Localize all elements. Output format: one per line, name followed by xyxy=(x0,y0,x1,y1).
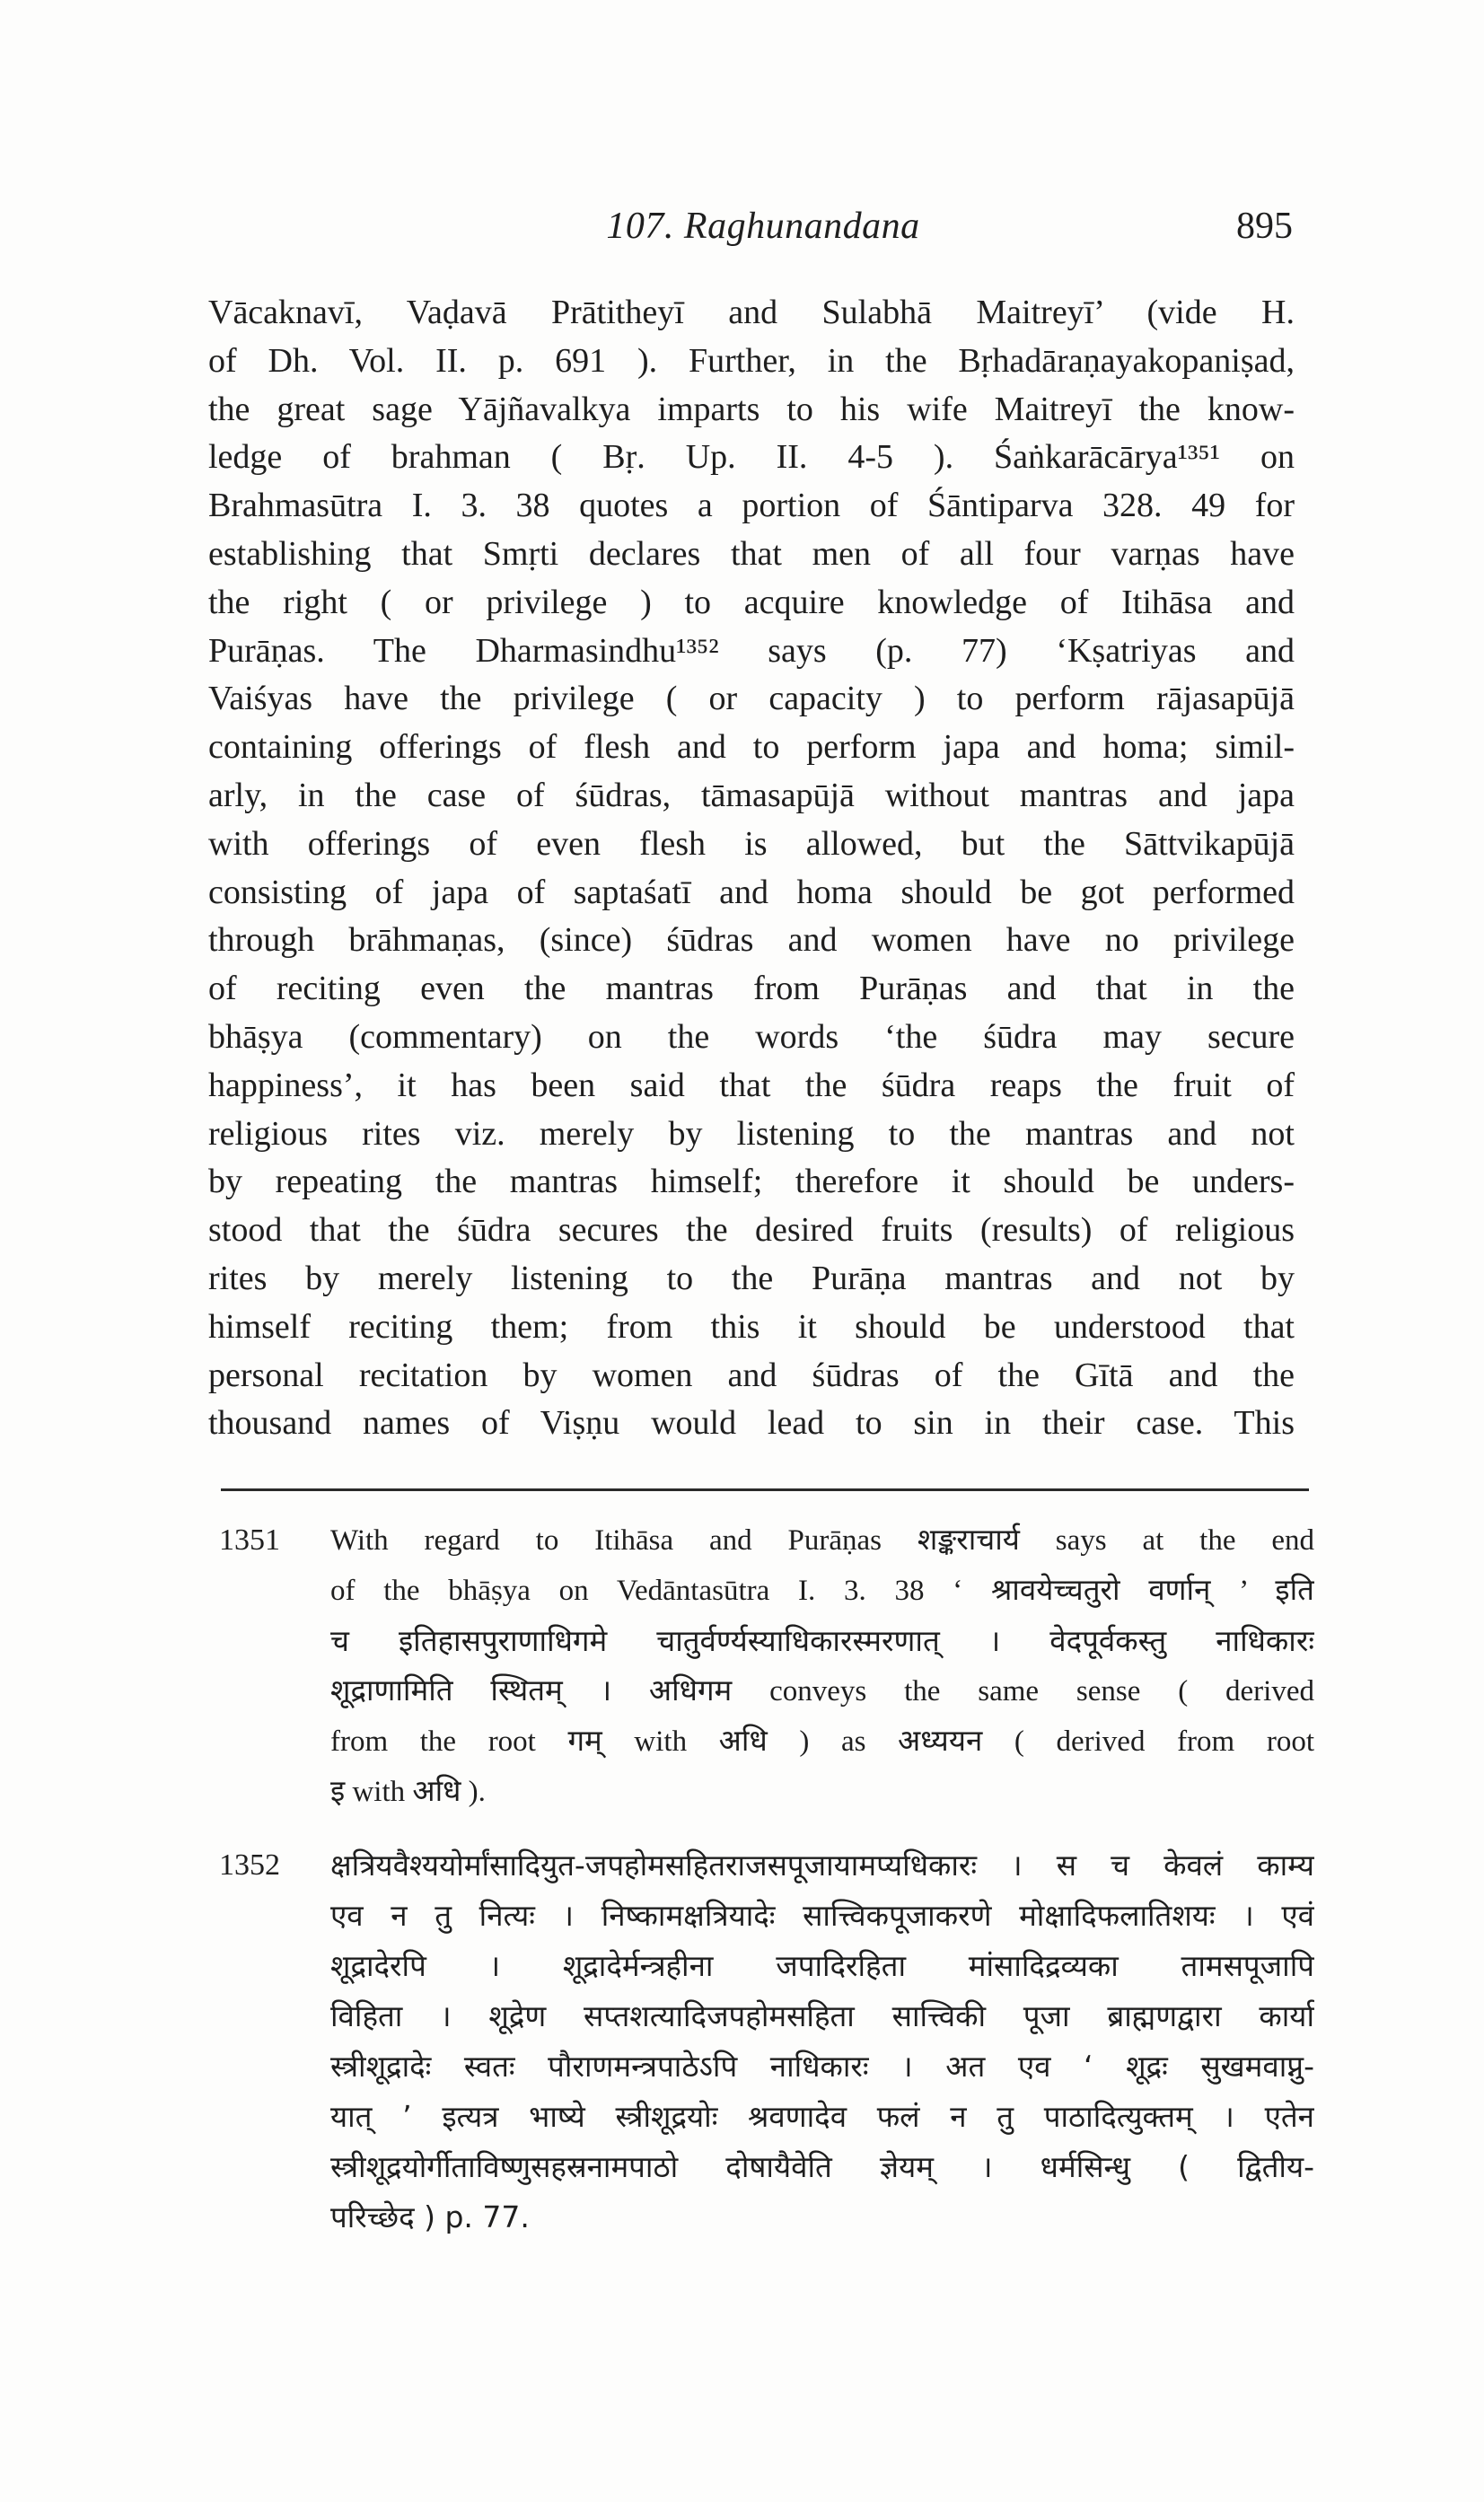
page-number: 895 xyxy=(1236,206,1293,247)
text-line: arly, in the case of śūdras, tāmasapūjā without mantras and japa xyxy=(208,776,1295,814)
footnote-body xyxy=(330,1515,1314,1817)
running-title: 107. Raghunandana xyxy=(606,206,920,247)
footnote-line: of the bhāṣya on Vedāntasūtra I. 3. 38 ‘ श्रावयेच्चतुरो वर्णान् ’ इति xyxy=(330,1575,1314,1607)
text-line: the right ( or privilege ) to acquire knowledge of Itihāsa and xyxy=(208,583,1295,621)
footnote-line: परिच्छेद ) p. 77. xyxy=(330,2199,530,2234)
footnote-line: शूद्रादेरपि । शूद्रादेर्मन्त्रहीना जपादिरहिता मांसादिद्रव्यका तामसपूजापि xyxy=(330,1948,1314,1983)
text-line: of Dh. Vol. II. p. 691 ). Further, in the Bṛhadāraṇayakopaniṣad, xyxy=(208,341,1295,380)
footnote-line: इ with अधि ). xyxy=(330,1776,486,1808)
footnote-line: स्त्रीशूद्रयोर्गीताविष्णुसहस्रनामपाठो दोषायैवेति ज्ञेयम् । धर्मसिन्धु ( द्वितीय- xyxy=(330,2149,1314,2184)
footnote-line: च इतिहासपुराणाधिगमे चातुर्वर्ण्यस्याधिकारस्मरणात् । वेदपूर्वकस्तु नाधिकारः xyxy=(330,1623,1314,1658)
footnote-line: शूद्राणामिति स्थितम् । अधिगम conveys the same sense ( derived xyxy=(330,1675,1314,1708)
footnote-number: 1352 xyxy=(219,1848,280,1882)
footnote-line: विहिता । शूद्रेण सप्तशत्यादिजपहोमसहिता सात्त्विकी पूजा ब्राह्मणद्वारा कार्या xyxy=(330,1998,1314,2033)
text-line: bhāṣya (commentary) on the words ‘the śūdra may secure xyxy=(208,1017,1295,1056)
footnote-line: from the root गम् with अधि ) as अध्ययन ( derived from root xyxy=(330,1725,1314,1758)
footnote-divider xyxy=(221,1488,1309,1491)
text-line: thousand names of Viṣṇu would lead to sin in their case. This xyxy=(208,1404,1295,1443)
text-line: personal recitation by women and śūdras of the Gītā and the xyxy=(208,1356,1295,1394)
footnote-line: स्त्रीशूद्रादेः स्वतः पौराणमन्त्रपाठेऽपि नाधिकारः । अत एव ‘ शूद्रः सुखमवाप्नु- xyxy=(330,2049,1314,2084)
footnote-1352 xyxy=(219,1840,1314,2243)
text-line: Brahmasūtra I. 3. 38 quotes a portion of Śāntiparva 328. 49 for xyxy=(208,487,1295,525)
text-line: ledge of brahman ( Bṛ. Up. II. 4-5 ). Śaṅkarācārya¹³⁵¹ on xyxy=(208,438,1295,477)
text-line: through brāhmaṇas, (since) śūdras and women have no privilege xyxy=(208,921,1295,960)
text-line: Vācaknavī, Vaḍavā Prātitheyī and Sulabhā Maitreyī’ (vide H. xyxy=(208,294,1295,331)
text-line: religious rites viz. merely by listening to the mantras and not xyxy=(208,1114,1295,1153)
text-line: establishing that Smṛti declares that men of all four varṇas have xyxy=(208,534,1295,573)
footnote-line: With regard to Itihāsa and Purāṇas शङ्कराचार्य says at the end xyxy=(330,1524,1314,1557)
text-line: Vaiśyas have the privilege ( or capacity ) to perform rājasapūjā xyxy=(208,680,1295,718)
footnotes xyxy=(219,1515,1314,2266)
footnote-body xyxy=(330,1840,1314,2243)
text-line: himself reciting them; from this it should be understood that xyxy=(208,1307,1295,1346)
text-line: of reciting even the mantras from Purāṇas and that in the xyxy=(208,970,1295,1008)
text-line: consisting of japa of saptaśatī and homa should be got performed xyxy=(208,873,1295,911)
text-line: containing offerings of flesh and to perform japa and homa; simil- xyxy=(208,728,1295,767)
footnote-line: एव न तु नित्यः । निष्कामक्षत्रियादेः सात्त्विकपूजाकरणे मोक्षादिफलातिशयः । एवं xyxy=(330,1898,1314,1933)
text-line: the great sage Yājñavalkya imparts to his wife Maitreyī the know- xyxy=(208,390,1295,428)
text-line: stood that the śūdra secures the desired fruits (results) of religious xyxy=(208,1211,1295,1250)
footnote-line: यात् ’ इत्यत्र भाष्ये स्त्रीशूद्रयोः श्रवणादेव फलं न तु पाठादित्युक्तम् । एतेन xyxy=(330,2099,1314,2134)
footnote-line: क्षत्रियवैश्ययोर्मांसादियुत-जपहोमसहितराजसपूजायामप्यधिकारः । स च केवलं काम्य xyxy=(330,1848,1314,1883)
footnote-number: 1351 xyxy=(219,1523,280,1557)
text-line: with offerings of even flesh is allowed, but the Sāttvikapūjā xyxy=(208,824,1295,863)
text-line: happiness’, it has been said that the śūdra reaps the fruit of xyxy=(208,1066,1295,1104)
text-line: Purāṇas. The Dharmasindhu¹³⁵² says (p. 77) ‘Kṣatriyas and xyxy=(208,631,1295,670)
text-line: rites by merely listening to the Purāṇa mantras and not by xyxy=(208,1259,1295,1297)
footnote-1351 xyxy=(219,1515,1314,1817)
page-header xyxy=(206,205,1320,259)
main-text xyxy=(208,289,1295,1448)
text-line: by repeating the mantras himself; therefore it should be unders- xyxy=(208,1163,1295,1201)
